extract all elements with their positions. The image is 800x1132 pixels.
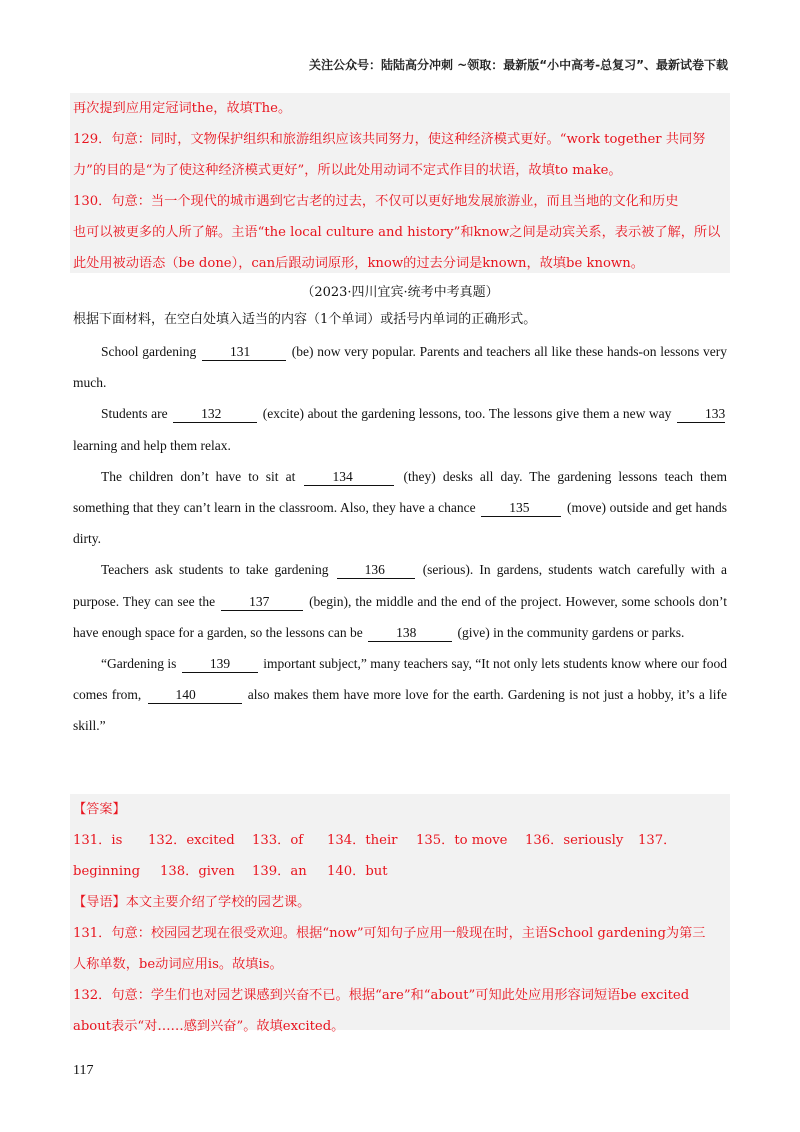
explanation-line: about表示“对……感到兴奋”。故填excited。: [73, 1019, 345, 1034]
source-title: （2023·四川宜宾·统考中考真题）: [301, 285, 499, 300]
explanation-line: 此处用被动语态（be done），can后跟动词原形，know的过去分词是known，故填be known。: [73, 256, 644, 271]
blank-139: 139: [182, 656, 258, 673]
blank-132: 132: [173, 406, 257, 423]
passage-paragraph-2: Students are 132 (excite) about the gardening lessons, too. The lessons give them a new way 133 learning and help them relax.: [73, 406, 726, 453]
explanation-block-top: [70, 93, 730, 273]
blank-137: 137: [221, 594, 303, 611]
answer-item: 133．of: [252, 833, 304, 848]
answer-item: 138．given: [160, 864, 235, 879]
guide-line: 【导语】本文主要介绍了学校的园艺课。: [73, 895, 311, 910]
answer-item: 132．excited: [148, 833, 235, 848]
blank-138: 138: [368, 625, 452, 642]
explanation-line: 129．句意：同时，文物保护组织和旅游组织应该共同努力，使这种经济模式更好。“work together 共同努: [73, 132, 706, 147]
instruction: 根据下面材料，在空白处填入适当的内容（1个单词）或括号内单词的正确形式。: [73, 312, 537, 327]
passage-paragraph-4: Teachers ask students to take gardening 136 (serious). In gardens, students watch carefully with a purpose. They can see the 137 (begin), the middle and the end of the project. However, some schools don’t have enough space for a garden, so the lessons can be 138 (give) in the community gardens or parks.: [73, 562, 728, 640]
blank-133: 133: [677, 406, 725, 423]
answer-item: 131．is: [73, 833, 123, 848]
answer-row-1: [70, 825, 730, 856]
answer-label: 【答案】: [73, 802, 126, 817]
explanation-line: 130．句意：当一个现代的城市遇到它古老的过去，不仅可以更好地发展旅游业，而且当地的文化和历史: [73, 194, 679, 209]
answer-item: beginning: [73, 864, 141, 879]
blank-140: 140: [148, 687, 242, 704]
answer-item: 135．to move: [416, 833, 508, 848]
passage-paragraph-1: School gardening 131 (be) now very popular. Parents and teachers all like these hands-on lessons very much.: [73, 344, 728, 391]
passage: [73, 336, 727, 742]
explanation-line: 再次提到应用定冠词the，故填The。: [73, 101, 292, 116]
explanation-line: 人称单数，be动词应用is。故填is。: [73, 957, 283, 972]
passage-paragraph-5: “Gardening is 139 important subject,” many teachers say, “It not only lets students know where our food comes from, 140 also makes them have more love for the earth. Gardening is not just a hobby, it’s a life skill.”: [73, 656, 728, 734]
answer-block: [70, 794, 730, 1034]
blank-134: 134: [304, 469, 394, 486]
blank-135: 135: [481, 500, 561, 517]
answer-row-2: [70, 856, 730, 887]
explanation-line: 131．句意：校园园艺现在很受欢迎。根据“now”可知句子应用一般现在时，主语School gardening为第三: [73, 926, 706, 941]
answer-item: 137．: [638, 833, 677, 848]
passage-paragraph-3: The children don’t have to sit at 134 (they) desks all day. The gardening lessons teach them something that they can’t learn in the classroom. Also, they have a chance 135 (move) outside and get hands dirty.: [73, 468, 728, 547]
explanation-line: 力”的目的是“为了使这种经济模式更好”，所以此处用动词不定式作目的状语，故填to make。: [73, 163, 622, 178]
explanation-line: 132．句意：学生们也对园艺课感到兴奋不已。根据“are”和“about”可知此处应用形容词短语be excited: [73, 988, 690, 1003]
blank-136: 136: [337, 562, 415, 579]
page-header: 关注公众号：陆陆高分冲刺 ~领取：最新版“小中高考-总复习”、最新试卷下载: [309, 58, 728, 72]
page-number: 117: [73, 1063, 94, 1078]
answer-item: 140．but: [327, 864, 388, 879]
explanation-line: 也可以被更多的人所了解。主语“the local culture and history”和know之间是动宾关系，表示被了解，所以: [73, 225, 721, 240]
blank-131: 131: [202, 344, 286, 361]
answer-item: 139．an: [252, 864, 307, 879]
answer-item: 134．their: [327, 833, 398, 848]
answer-item: 136．seriously: [525, 833, 624, 848]
